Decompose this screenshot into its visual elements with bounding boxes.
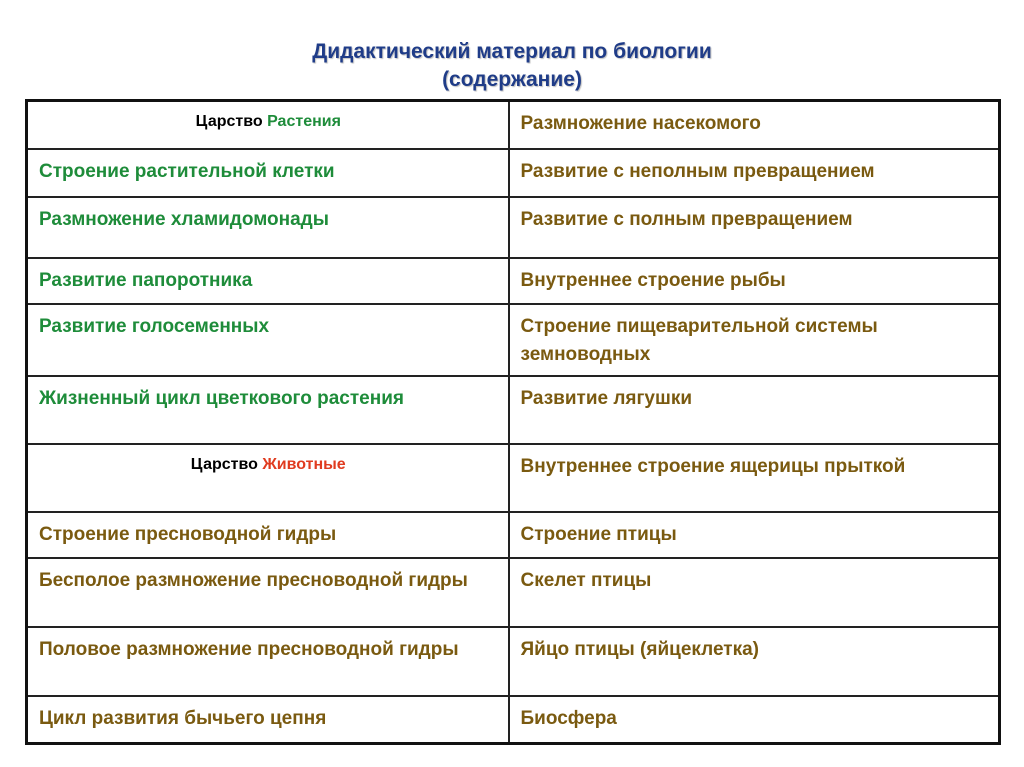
table-row	[27, 101, 1000, 149]
table-cell: Развитие лягушки	[509, 376, 1000, 444]
table-cell: Яйцо птицы (яйцеклетка)	[509, 627, 1000, 696]
table-cell: Скелет птицы	[509, 558, 1000, 627]
table-cell: Жизненный цикл цветкового растения	[27, 376, 509, 444]
kingdom-name-plants: Растения	[267, 113, 341, 130]
kingdom-prefix: Царство	[195, 113, 268, 130]
table-cell: Внутреннее строение ящерицы прыткой	[509, 444, 1000, 512]
table-row	[27, 444, 1000, 512]
table-cell: Развитие голосеменных	[27, 304, 509, 376]
table-cell: Развитие папоротника	[27, 258, 509, 304]
title-line-1: Дидактический материал по биологии	[312, 40, 712, 63]
kingdom-plants-header	[27, 101, 509, 149]
table-row	[27, 376, 1000, 444]
table-cell: Строение пресноводной гидры	[27, 512, 509, 558]
table-row	[27, 197, 1000, 258]
table-cell: Размножение насекомого	[509, 101, 1000, 149]
table-row	[27, 258, 1000, 304]
table-cell: Бесполое размножение пресноводной гидры	[27, 558, 509, 627]
page-title	[0, 38, 1024, 94]
kingdom-prefix: Царство	[190, 455, 263, 473]
title-line-2: (содержание)	[442, 68, 582, 91]
content-table	[25, 99, 1001, 745]
table-row	[27, 512, 1000, 558]
table-cell: Биосфера	[509, 696, 1000, 744]
kingdom-animals-header	[27, 444, 509, 512]
table-row	[27, 696, 1000, 744]
table-cell: Размножение хламидомонады	[27, 197, 509, 258]
table-row	[27, 149, 1000, 197]
table-cell: Строение птицы	[509, 512, 1000, 558]
table-cell: Развитие с неполным превращением	[509, 149, 1000, 197]
table-cell: Цикл развития бычьего цепня	[27, 696, 509, 744]
table-cell: Строение пищеварительной системы земноводных	[509, 304, 1000, 376]
table-row	[27, 304, 1000, 376]
table-row	[27, 627, 1000, 696]
table-cell: Внутреннее строение рыбы	[509, 258, 1000, 304]
table-cell: Развитие с полным превращением	[509, 197, 1000, 258]
table-cell: Строение растительной клетки	[27, 149, 509, 197]
table-row	[27, 558, 1000, 627]
table-cell: Половое размножение пресноводной гидры	[27, 627, 509, 696]
kingdom-name-animals: Животные	[262, 455, 346, 473]
